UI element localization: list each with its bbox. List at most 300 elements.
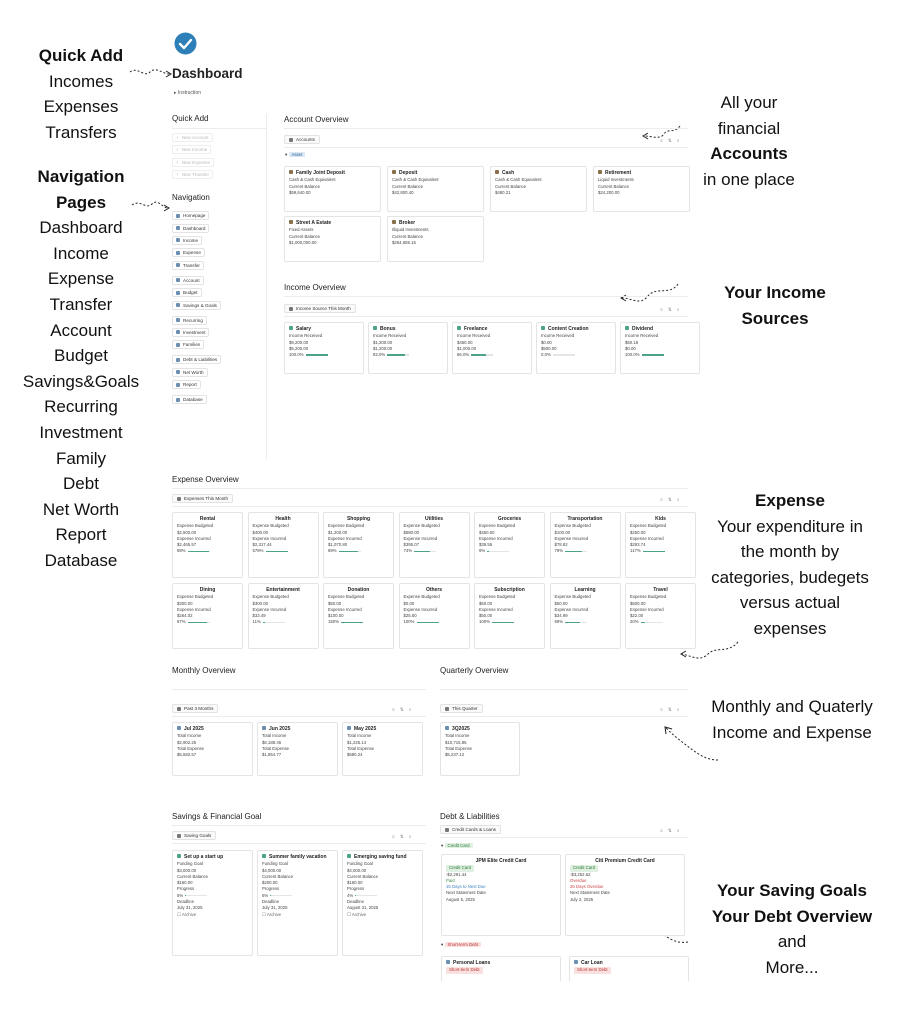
account-balance: $24,200.00 xyxy=(598,189,620,195)
income-card[interactable] xyxy=(620,322,700,374)
income-source-icon xyxy=(289,326,293,330)
expense-progress xyxy=(630,548,691,554)
income-received-label: Income Received xyxy=(289,333,323,339)
button-label: New Transfer xyxy=(181,172,210,178)
arrow-navigation-icon xyxy=(130,196,172,214)
account-card[interactable] xyxy=(284,166,381,212)
income-expected-value: $5,200.00 xyxy=(289,345,309,351)
view-label: Income Source This Month xyxy=(296,306,351,311)
nav-debt[interactable] xyxy=(172,355,221,364)
progress-fill xyxy=(266,551,288,553)
goal-label: Emerging saving fund xyxy=(354,854,407,860)
view-label: Saving Goals xyxy=(184,833,212,838)
credit-card[interactable] xyxy=(441,854,561,936)
income-card[interactable] xyxy=(536,322,616,374)
expense-card[interactable] xyxy=(550,512,621,578)
goal-icon xyxy=(347,854,351,858)
budget-label: Expense Budgeted xyxy=(177,523,214,529)
total-income-value: $10,715.85 xyxy=(445,739,467,745)
budget-value: $300.00 xyxy=(177,600,193,606)
annotation-title: Expense xyxy=(755,491,825,510)
income-name xyxy=(541,326,611,332)
progress-bar xyxy=(471,354,493,356)
incurred-value: $33.49 xyxy=(252,613,266,619)
annotation-monthly xyxy=(692,694,892,745)
nav-net-worth[interactable] xyxy=(172,368,208,377)
progress-label: 0.0% xyxy=(541,352,551,358)
progress-title: Progress xyxy=(177,886,195,892)
total-income-label: Total Income xyxy=(347,733,372,739)
incurred-label: Expense Incurred xyxy=(479,606,513,612)
annotation-line: the month by xyxy=(740,542,840,562)
debt-view-tab[interactable] xyxy=(440,825,501,834)
annotation-title: Pages xyxy=(55,192,107,212)
month-name xyxy=(177,726,248,732)
progress-fill xyxy=(339,551,359,553)
transfer-icon xyxy=(176,263,180,267)
nav-dashboard[interactable] xyxy=(172,224,209,233)
expense-category-name xyxy=(630,587,691,593)
income-received-value: $450.00 xyxy=(457,339,473,345)
expense-card[interactable] xyxy=(248,512,319,578)
funding-value: $4,000.00 xyxy=(347,867,367,873)
monthly-view-tab[interactable] xyxy=(172,704,218,713)
month-card[interactable] xyxy=(342,722,423,776)
account-balance: $59,640.00 xyxy=(289,189,311,195)
budget-label: Expense Budgeted xyxy=(328,594,365,600)
dashboard-page xyxy=(168,28,690,983)
accounts-view-tab[interactable] xyxy=(284,135,320,144)
budget-label: Expense Budgeted xyxy=(630,594,667,600)
expense-progress xyxy=(555,548,616,554)
nav-transfer[interactable] xyxy=(172,261,204,270)
expense-category-label: Entertainment xyxy=(266,587,300,593)
progress-bar xyxy=(553,354,575,356)
view-label: Expenses This Month xyxy=(184,496,229,501)
progress-fill xyxy=(414,551,430,553)
progress-bar xyxy=(387,354,409,356)
budget-label: Expense Budgeted xyxy=(252,594,289,600)
account-card[interactable] xyxy=(490,166,587,212)
annotation-line: expenses xyxy=(753,618,827,638)
account-balance: $42,800.40 xyxy=(392,189,414,195)
progress-fill xyxy=(641,622,645,624)
loan-name xyxy=(446,960,556,966)
nav-label: Report xyxy=(183,382,197,388)
calendar-icon xyxy=(177,726,181,730)
budget-value: $580.00 xyxy=(403,529,420,535)
account-type: Illiquid Investments xyxy=(392,227,429,233)
income-card[interactable] xyxy=(452,322,532,374)
check-circle-icon xyxy=(174,32,197,55)
budget-label: Expense Budgeted xyxy=(554,594,591,600)
nav-savings-goals[interactable] xyxy=(172,301,221,310)
view-toolbar[interactable]: ≡ ⇅ ⌕ xyxy=(392,834,414,839)
budget-label: Expense Budgeted xyxy=(252,523,289,529)
quarter-card[interactable] xyxy=(440,722,520,776)
new-expense-button[interactable]: + New Expense xyxy=(172,158,214,167)
expense-category-label: Kids xyxy=(655,516,666,522)
account-name xyxy=(289,170,376,176)
progress-fill xyxy=(565,622,580,624)
incurred-label: Expense Incurred xyxy=(403,606,438,612)
total-income-label: Total Income xyxy=(445,733,470,739)
expense-card[interactable] xyxy=(172,512,243,578)
expense-card[interactable] xyxy=(474,512,545,578)
card-icon xyxy=(445,828,449,832)
income-progress xyxy=(625,352,695,358)
deadline-label: Deadline xyxy=(262,899,279,905)
progress-bar xyxy=(185,895,207,897)
annotation-line: Income xyxy=(53,243,109,263)
progress-label: 66.0% xyxy=(457,352,470,358)
savings-icon xyxy=(176,303,180,307)
quarterly-view-tab[interactable] xyxy=(440,704,483,713)
expense-category-label: Learning xyxy=(574,587,596,593)
account-type: Fixed Assets xyxy=(289,227,314,233)
expense-card[interactable] xyxy=(474,583,545,649)
expense-card[interactable] xyxy=(172,583,243,649)
new-account-button[interactable]: + New Account xyxy=(172,133,213,142)
progress-label: 87% xyxy=(177,619,186,625)
quick-add-list xyxy=(172,133,266,179)
annotation-quick-add xyxy=(18,43,144,145)
quarter-label: 3Q2025 xyxy=(452,726,470,732)
balance-label: Current Balance xyxy=(177,873,209,879)
annotation-title: Your Saving Goals xyxy=(717,881,867,900)
income-name xyxy=(373,326,443,332)
progress-label: 98% xyxy=(177,548,186,554)
expense-card[interactable] xyxy=(323,512,394,578)
quarter-name xyxy=(445,726,515,732)
annotation-line: Net Worth xyxy=(42,499,120,519)
expense-category-name xyxy=(555,516,616,522)
incurred-value: $78.82 xyxy=(554,542,568,548)
income-card[interactable] xyxy=(368,322,448,374)
account-name-label: Deposit xyxy=(399,170,418,176)
bank-icon xyxy=(598,170,602,174)
budget-label: Expense Budgeted xyxy=(403,594,440,600)
budget-icon xyxy=(176,291,180,295)
bank-icon xyxy=(495,170,499,174)
calendar-icon xyxy=(177,497,181,501)
view-toolbar[interactable]: ≡ ⇅ ⌕ xyxy=(660,707,682,712)
incurred-label: Expense Incurred xyxy=(403,535,438,541)
expense-card[interactable] xyxy=(625,583,696,649)
nav-income[interactable] xyxy=(172,236,202,245)
balance-label: Current Balance xyxy=(392,233,424,239)
button-label: New Income xyxy=(181,147,208,153)
loan-tag xyxy=(446,967,556,973)
credit-amount: -$2,291.44 xyxy=(446,871,467,877)
month-card[interactable] xyxy=(257,722,338,776)
incurred-value: $34.99 xyxy=(554,613,568,619)
total-expense-value: $5,682.57 xyxy=(177,752,197,758)
expense-card[interactable] xyxy=(399,512,470,578)
incurred-value: $39.55 xyxy=(479,542,493,548)
view-toolbar[interactable]: ≡ ⇅ ⌕ xyxy=(660,828,682,833)
dashboard-icon xyxy=(176,226,180,230)
account-card[interactable] xyxy=(284,216,381,262)
balance-label: Current Balance xyxy=(392,183,424,189)
incurred-value: $395.07 xyxy=(403,542,420,548)
expense-category-name xyxy=(253,587,314,593)
expense-category-name xyxy=(404,516,465,522)
account-card[interactable] xyxy=(387,166,484,212)
income-source-icon xyxy=(625,326,629,330)
total-expense-label: Total Expense xyxy=(262,745,289,751)
month-card[interactable] xyxy=(172,722,253,776)
account-name-label: Cash xyxy=(502,170,515,176)
archive-button[interactable] xyxy=(262,912,333,918)
nav-families[interactable] xyxy=(172,340,204,349)
account-type: Liquid Investments xyxy=(598,177,634,183)
view-toolbar[interactable]: ≡ ⇅ ⌕ xyxy=(660,138,682,143)
progress-fill xyxy=(471,354,486,356)
nav-label: Net Worth xyxy=(183,369,204,375)
short-term-debt-group-header[interactable]: ▾ Short-term Debt xyxy=(441,942,481,948)
nav-label: Families xyxy=(183,342,201,348)
recurring-icon xyxy=(176,318,180,322)
archive-button[interactable] xyxy=(347,912,418,918)
statement-label: Next Statement Date xyxy=(570,890,610,896)
progress-title: Progress xyxy=(347,886,365,892)
goal-card[interactable] xyxy=(342,850,423,956)
annotation-accounts xyxy=(690,90,808,192)
credit-card-group-header[interactable]: ▾ Credit Card xyxy=(441,843,473,849)
annotation-line: financial xyxy=(717,118,781,138)
account-card[interactable] xyxy=(387,216,484,262)
progress-label: 4% xyxy=(347,892,354,898)
nav-recurring[interactable] xyxy=(172,316,207,325)
annotation-line: Sources xyxy=(741,308,809,328)
annotation-line: Account xyxy=(50,320,112,340)
balance-label: Current Balance xyxy=(289,183,321,189)
nav-group xyxy=(172,316,266,350)
report-icon xyxy=(176,383,180,387)
progress-label: 69% xyxy=(554,619,564,625)
goal-label: Set up a start up xyxy=(184,854,224,860)
balance-label: Current Balance xyxy=(347,873,379,879)
account-name xyxy=(289,220,376,226)
expense-category-label: Transportation xyxy=(567,516,603,522)
total-expense-value: $5,237.12 xyxy=(445,752,465,758)
expense-category-label: Health xyxy=(275,516,291,522)
progress-bar xyxy=(641,622,663,624)
expense-category-label: Utilities xyxy=(424,516,444,522)
instruction-label: Instruction xyxy=(177,90,201,96)
progress-bar xyxy=(306,354,328,356)
statement-date: July 2, 2025 xyxy=(570,896,594,902)
account-name xyxy=(598,170,685,176)
incurred-label: Expense Incurred xyxy=(630,535,664,541)
progress-bar xyxy=(414,551,436,553)
nav-expense[interactable] xyxy=(172,248,205,257)
progress-label: 79% xyxy=(554,548,564,554)
expense-card[interactable] xyxy=(625,512,696,578)
loan-card[interactable] xyxy=(441,956,561,982)
archive-icon: ☐ xyxy=(347,911,352,917)
incurred-value: $22.00 xyxy=(630,613,644,619)
archive-button[interactable] xyxy=(177,912,248,918)
income-name-label: Salary xyxy=(296,326,312,332)
loan-label: Personal Loans xyxy=(453,960,491,966)
view-toolbar[interactable]: ≡ ⇅ ⌕ xyxy=(392,707,414,712)
expense-progress xyxy=(328,548,389,554)
annotation-title: Navigation xyxy=(37,167,125,186)
balance-value: $200.00 xyxy=(262,880,278,886)
total-expense-label: Total Expense xyxy=(177,745,204,751)
progress-label: 579% xyxy=(252,548,264,554)
balance-label: Current Balance xyxy=(289,233,321,239)
expense-card[interactable] xyxy=(248,583,319,649)
expense-progress xyxy=(177,548,238,554)
funding-value: $4,000.00 xyxy=(262,867,282,873)
debt-icon xyxy=(176,358,180,362)
progress-label: 89% xyxy=(328,548,337,554)
income-received-value: $1,200.00 xyxy=(373,339,393,345)
chart-icon xyxy=(289,307,293,311)
nav-database[interactable] xyxy=(172,395,207,404)
expense-card[interactable] xyxy=(399,583,470,649)
total-income-value: $2,902.25 xyxy=(177,739,197,745)
month-name xyxy=(347,726,418,732)
progress-bar xyxy=(643,551,665,553)
month-label: Jun 2025 xyxy=(269,726,291,732)
goal-name xyxy=(177,854,248,860)
progress-fill xyxy=(188,551,210,553)
budget-value: $1,200.00 xyxy=(328,529,348,535)
expense-category-name xyxy=(630,516,691,522)
nav-homepage[interactable] xyxy=(172,211,209,220)
progress-fill xyxy=(492,622,514,624)
expense-progress xyxy=(404,548,465,554)
nav-label: Recurring xyxy=(183,317,203,323)
progress-label: 100.0% xyxy=(625,352,640,358)
goal-card[interactable] xyxy=(172,850,253,956)
annotation-line: Budget xyxy=(54,346,108,366)
credit-card[interactable] xyxy=(565,854,685,936)
deadline-value: July 31, 2025 xyxy=(177,905,203,911)
family-icon xyxy=(176,343,180,347)
button-label: New Account xyxy=(181,135,209,140)
nav-label: Transfer xyxy=(183,262,200,268)
new-transfer-button[interactable]: + New Transfer xyxy=(172,170,213,179)
incurred-value: $293.74 xyxy=(630,542,646,548)
credit-card-name xyxy=(446,858,556,864)
account-balance: $254,659.15 xyxy=(392,239,416,245)
nav-investment[interactable] xyxy=(172,328,209,337)
credit-amount: -$3,252.62 xyxy=(570,871,591,877)
income-card[interactable] xyxy=(284,322,364,374)
bank-icon xyxy=(392,170,396,174)
loan-label: Car Loan xyxy=(581,960,603,966)
annotation-line: Database xyxy=(44,550,118,570)
expense-card[interactable] xyxy=(550,583,621,649)
statement-label: Next Statement Date xyxy=(446,890,486,896)
nav-budget[interactable] xyxy=(172,288,202,297)
view-label: Past 3 Months xyxy=(184,706,214,711)
annotation-title: Your Debt Overview xyxy=(711,906,873,926)
calendar-icon xyxy=(445,707,449,711)
income-received-value: $0.00 xyxy=(541,339,552,345)
account-balance: $480.21 xyxy=(495,189,511,195)
incurred-value: $25.50 xyxy=(403,613,417,619)
loan-card[interactable] xyxy=(569,956,689,982)
expense-view-tab[interactable] xyxy=(172,494,233,503)
annotation-line: Your expenditure in xyxy=(717,516,863,536)
nav-account[interactable] xyxy=(172,276,204,285)
expense-category-name xyxy=(177,587,238,593)
incurred-value: $2,317.44 xyxy=(252,542,272,548)
progress-fill xyxy=(306,354,328,356)
expense-card[interactable] xyxy=(323,583,394,649)
income-progress xyxy=(457,352,527,358)
payment-status: Paid xyxy=(446,877,455,883)
archive-label: Archive xyxy=(181,911,197,917)
budget-value: $50.00 xyxy=(554,600,568,606)
progress-fill xyxy=(417,622,439,624)
view-toolbar[interactable]: ≡ ⇅ ⌕ xyxy=(660,307,682,312)
archive-label: Archive xyxy=(266,911,282,917)
funding-label: Funding Goal xyxy=(177,861,203,867)
account-card[interactable] xyxy=(593,166,690,212)
income-name-label: Bonus xyxy=(380,326,396,332)
expense-progress xyxy=(630,619,691,625)
net-worth-icon xyxy=(176,370,180,374)
expense-progress xyxy=(479,548,540,554)
goal-card[interactable] xyxy=(257,850,338,956)
expense-progress xyxy=(253,619,314,625)
incurred-value: $2,465.57 xyxy=(177,542,197,548)
goal-name xyxy=(347,854,418,860)
budget-label: Expense Budgeted xyxy=(479,594,516,600)
balance-label: Current Balance xyxy=(262,873,294,879)
home-icon xyxy=(176,214,180,218)
income-received-label: Income Received xyxy=(625,333,659,339)
tag: Short-term Debt xyxy=(574,967,611,973)
instruction-toggle[interactable]: ▸ Instruction xyxy=(174,90,201,96)
tag: Credit Card xyxy=(570,865,598,871)
deadline-label: Deadline xyxy=(177,899,194,905)
budget-value: $100.00 xyxy=(554,529,571,535)
savings-view-tab[interactable] xyxy=(172,831,216,840)
view-toolbar[interactable]: ≡ ⇅ ⌕ xyxy=(660,497,682,502)
annotation-income xyxy=(700,280,850,331)
bank-icon xyxy=(392,220,396,224)
new-income-button[interactable]: + New Income xyxy=(172,145,211,154)
nav-report[interactable] xyxy=(172,380,201,389)
expense-category-name xyxy=(177,516,238,522)
expense-category-label: Shopping xyxy=(346,516,371,522)
asset-group-header[interactable]: ▾ Asset xyxy=(285,152,305,158)
account-balance: $1,000,000.00 xyxy=(289,239,317,245)
account-name xyxy=(392,220,479,226)
income-source-icon xyxy=(457,326,461,330)
income-name xyxy=(625,326,695,332)
loan-tag xyxy=(574,967,684,973)
expense-category-name xyxy=(328,587,389,593)
income-view-tab[interactable] xyxy=(284,304,356,313)
expense-category-name xyxy=(555,587,616,593)
expense-icon xyxy=(176,251,180,255)
annotation-line: Your Income xyxy=(724,283,826,302)
annotation-title: Accounts xyxy=(710,144,788,164)
expense-category-label: Groceries xyxy=(497,516,522,522)
account-name-label: Broker xyxy=(399,220,416,226)
progress-fill xyxy=(188,622,207,624)
account-name xyxy=(392,170,479,176)
